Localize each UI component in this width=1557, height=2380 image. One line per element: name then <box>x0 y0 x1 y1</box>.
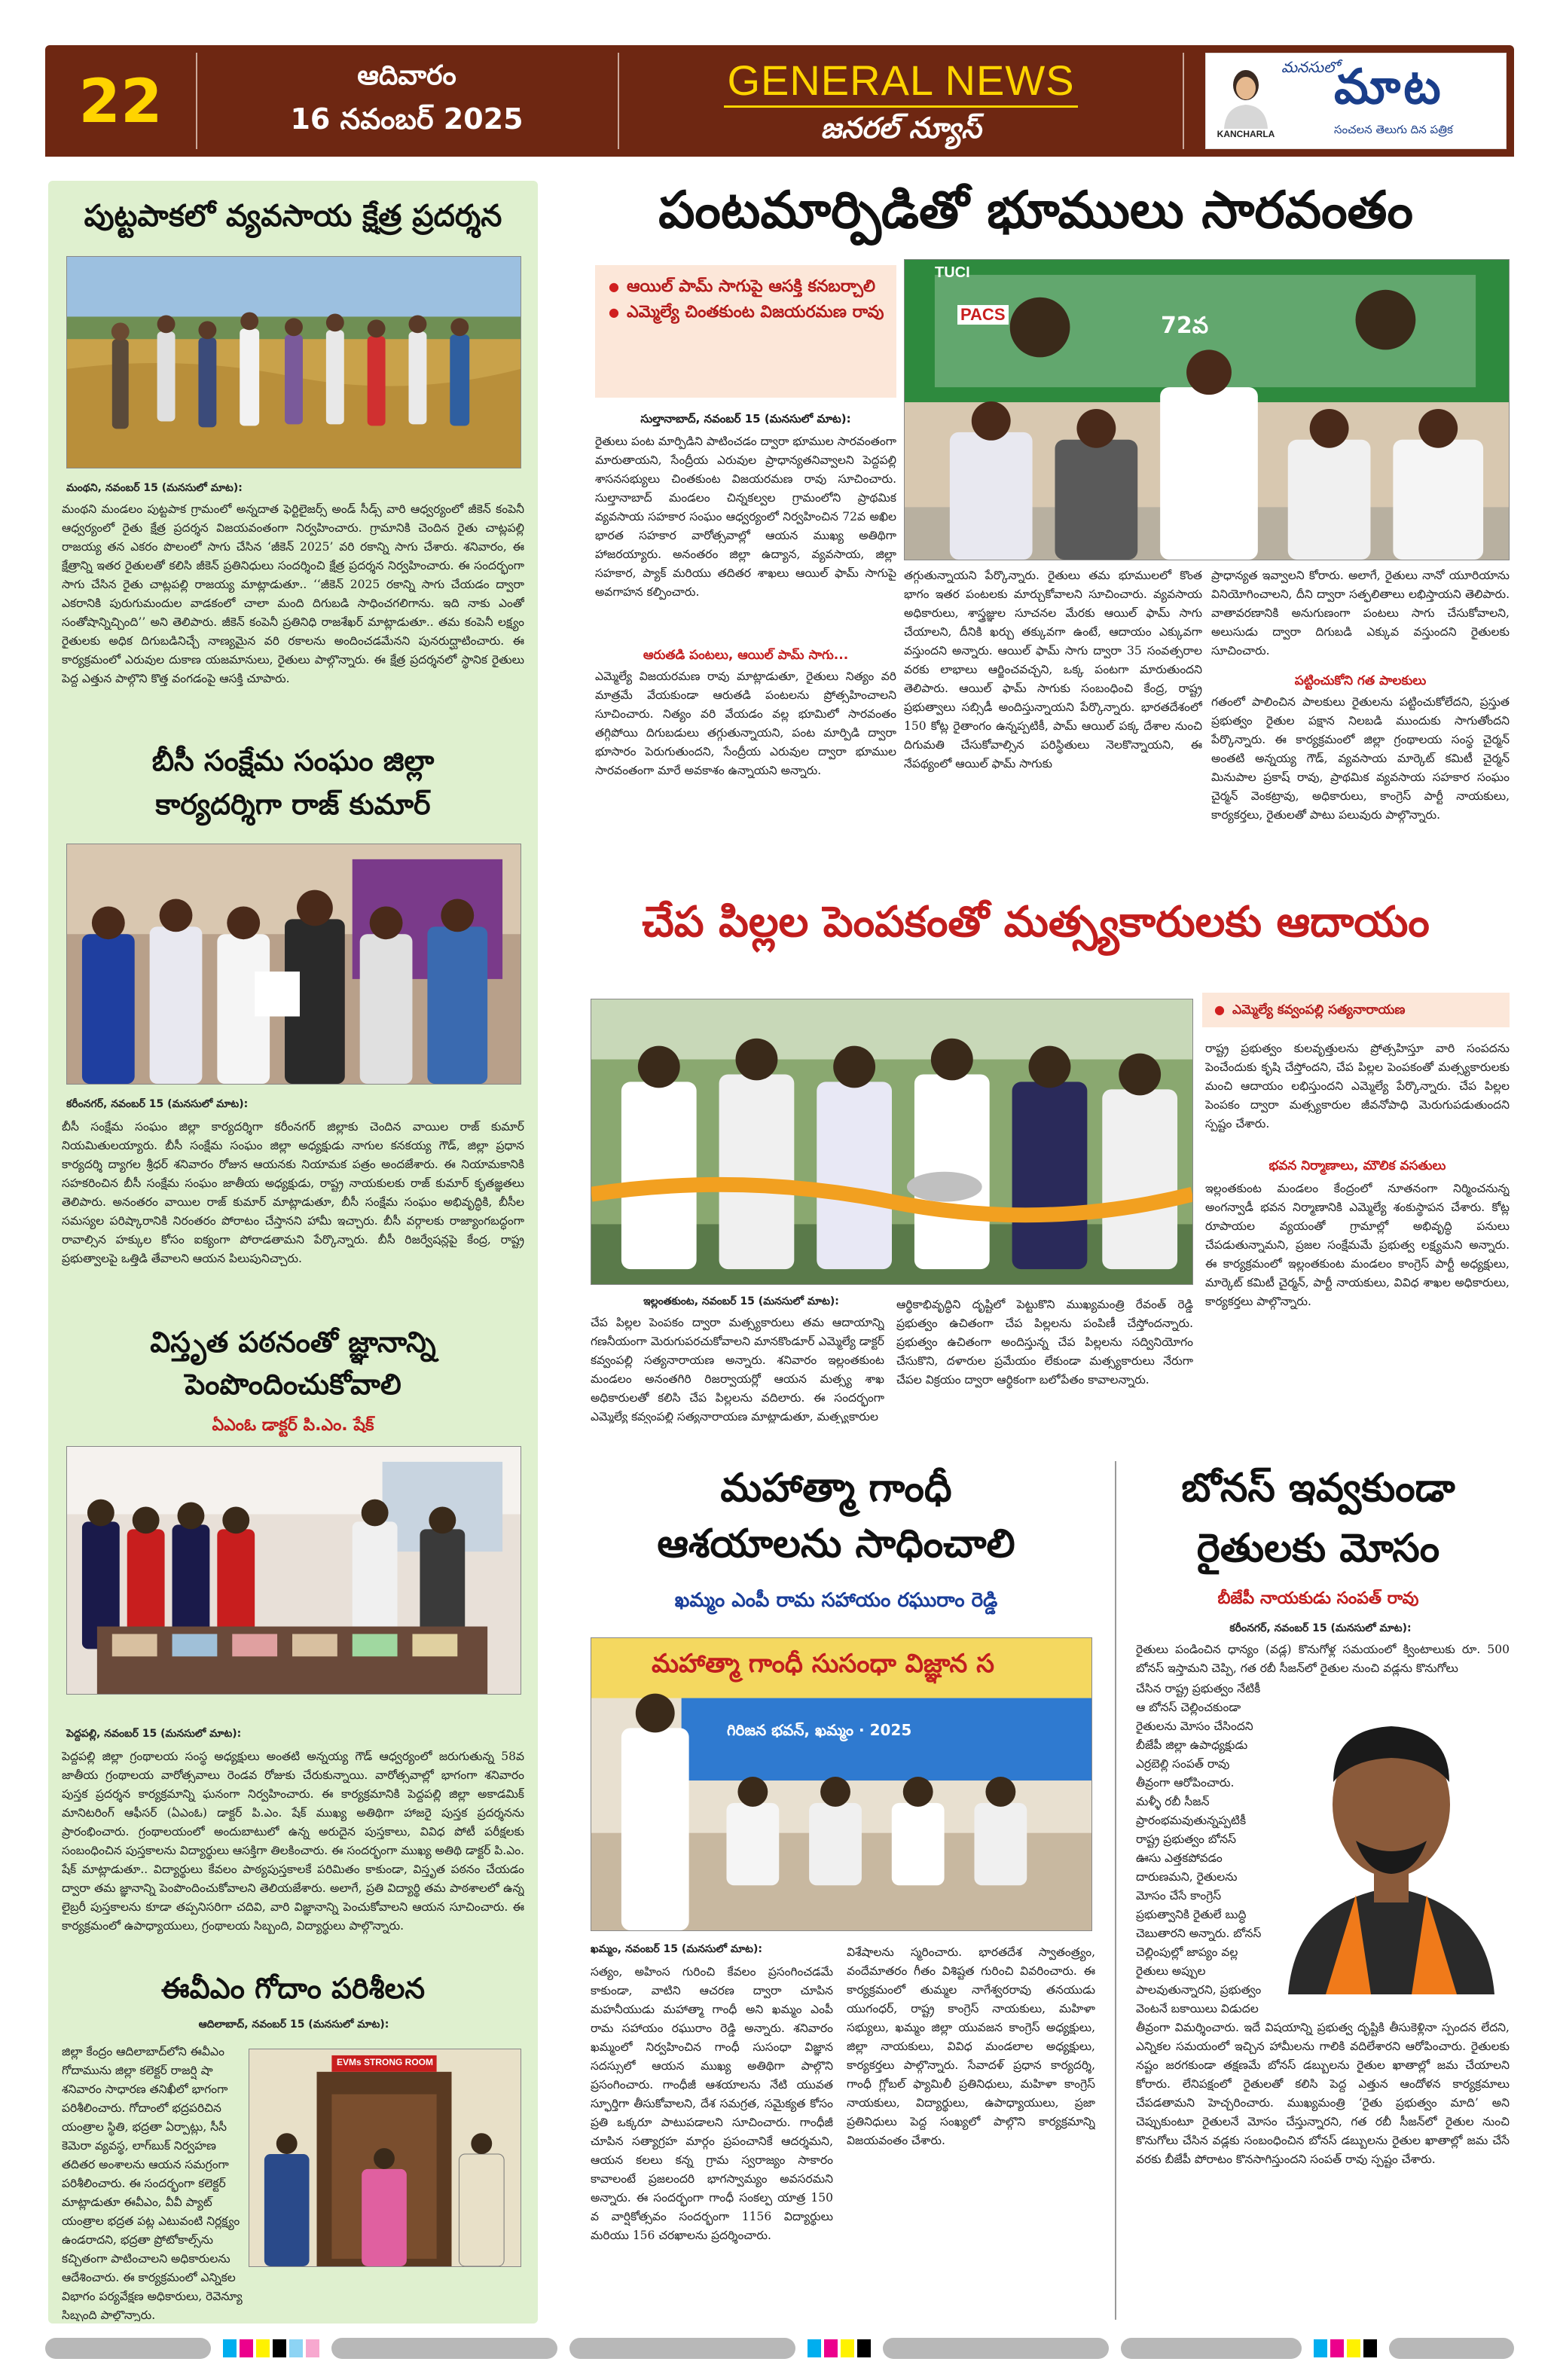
fish-bullet: ● ఎమ్మెల్యే కవ్వంపల్లి సత్యనారాయణ <box>1207 997 1505 1023</box>
s2-appointment-photo <box>66 844 521 1085</box>
lead-col1b: ఎమ్మెల్యే విజయరమణ రావు మాట్లాడుతూ, రైతులు నిత్యం వరి మాత్రమే వేయకుండా ఆరుతడి పంటలను ప్రోత్సహించాలని సూచించారు. నిత్యం వరి వేయడం వల్ల భూమిలో సారవంతం తగ్గిపోయి దిగుబడులు తగ్గుతున్నాయని, పంట మార్పిడి ద్వారా భూసారం పెరుగుతుందని, సేంద్రీయ ఎరువుల ద్వారా భూముల సారవంతంగా మారే అవకాశం ఉన్నాయని అన్నారు. <box>595 670 896 777</box>
s3-headline-2: పెంపొందించుకోవాలి <box>185 1368 401 1401</box>
fish-bullet-box <box>1202 993 1510 1027</box>
lead-caption: సుల్తానాబాద్, నవంబర్ 15 (మనసులో మాట): <box>640 412 851 426</box>
s3-caption: పెద్దపల్లి, నవంబర్ 15 (మనసులో మాట): <box>66 1728 242 1740</box>
s3-subhead: ఏఎంఓ డాక్టర్ పి.ఎం. షేక్ <box>212 1416 374 1435</box>
s3-book-exhibition-photo <box>66 1446 521 1695</box>
newspaper-logo <box>1205 53 1507 149</box>
bonus-body-left: చేసిన రాష్ట్ర ప్రభుత్వం నేటికీ ఆ బోనస్ చెల్లించకుండా రైతులను మోసం చేసిందని బీజేపీ జిల్లా ఉపాధ్యక్షుడు ఎర్రబెల్లి సంపత్ రావు తీవ్రంగా ఆరోపించారు. మళ్ళీ రబీ సీజన్ ప్రారంభమవుతున్నప్పటికీ రాష్ట్ర ప్రభుత్వం బోనస్ ఊసు ఎత్తకపోవడం దారుణమని, రైతులను మోసం చేసే కాంగ్రెస్ ప్రభుత్వానికి రైతులే బుద్ధి చెబుతారని అన్నారు. బోనస్ చెల్లింపుల్లో జాప్యం వల్ల రైతులు అప్పుల పాలవుతున్నారని, ప్రభుత్వం వెంటనే బకాయిలు విడుదల <box>1136 1682 1262 2015</box>
s4-evm-room-photo <box>249 2049 521 2267</box>
logo-portrait <box>1218 64 1274 129</box>
s4-caption: ఆదిలాబాద్, నవంబర్ 15 (మనసులో మాట): <box>198 2018 389 2031</box>
date-text: 16 నవంబర్ 2025 <box>290 102 524 136</box>
masthead <box>45 45 1514 157</box>
fish-right-body: ఇల్లంతకుంట మండలం కేంద్రంలో నూతనంగా నిర్మించనున్న అంగన్వాడీ భవన నిర్మాణానికి ఎమ్మెల్యే శంకుస్థాపన చేశారు. కోట్ల రూపాయల వ్యయంతో గ్రామాల్లో అభివృద్ధి పనులు చేపడుతున్నామని, ప్రజల సంక్షేమమే ప్రభుత్వ లక్ష్యమని అన్నారు. ఈ కార్యక్రమంలో ఇల్లంతకుంట మండలం కాంగ్రెస్ పార్టీ అధ్యక్షులు, మార్కెట్ కమిటీ చైర్మన్, పార్టీ నాయకులు, వివిధ శాఖల అధికారులు, కార్యకర్తలు పాల్గొన్నారు. <box>1205 1182 1510 1308</box>
s2-body: బీసీ సంక్షేమ సంఘం జిల్లా కార్యదర్శిగా కరీంనగర్ జిల్లాకు చెందిన వాయిల రాజ్ కుమార్ నియమితులయ్యారు. బీసీ సంక్షేమ సంఘం జిల్లా అధ్యక్షుడు నాగుల కనకయ్య గౌడ్, జిల్లా ప్రధాన కార్యదర్శి ద్యాగల శ్రీధర్ శనివారం రోజున ఆయనకు నియామక పత్రం అందజేశారు. ఈ నియామకానికి సహకరించిన బీసీ సంక్షేమ సంఘం జాతీయ అధ్యక్షుడు, రాష్ట్ర నాయకులకు రాజ్ కుమార్ కృతజ్ఞతలు తెలిపారు. అనంతరం వాయిల రాజ్ కుమార్ మాట్లాడుతూ, బీసీ సంక్షేమ సంఘం అభివృద్ధికి, బీసీల సమస్యల పరిష్కారానికి నిరంతరం పోరాటం చేస్తానని హామీ ఇచ్చారు. బీసీ వర్గాలకు రాజ్యాంగబద్ధంగా రావాల్సిన హక్కుల కోసం ఐక్యంగా పోరాడతామని పేర్కొన్నారు. బీసీ రిజర్వేషన్లపై కేంద్ర, రాష్ట్ర ప్రభుత్వాలపై ఒత్తిడి తేవాలని ఆయన పిలుపునిచ్చారు. <box>62 1120 524 1265</box>
s2-caption: కరీంనగర్, నవంబర్ 15 (మనసులో మాట): <box>66 1098 249 1110</box>
gandhi-subhead: ఖమ్మం ఎంపీ రామ సహాయం రఘురాం రెడ్డి <box>674 1589 998 1612</box>
evm-sign-text: EVMs STRONG ROOM <box>336 2057 433 2067</box>
banner-word-2: PACS <box>957 305 1009 325</box>
day-text: ఆదివారం <box>357 60 456 91</box>
lead-subhead-1: ఆరుతడి పంటలు, ఆయిల్ పామ్ సాగు... <box>643 648 849 663</box>
bonus-body-bottom: తీవ్రంగా విమర్శించారు. ఇదే విషయాన్ని ప్రభుత్వ దృష్టికి తీసుకెళ్లినా స్పందన లేదని, ఎన్నికల సమయంలో ఇచ్చిన హామీలను గాలికి వదిలేశారని ఆరోపించారు. రైతులకు నష్టం జరగకుండా తక్షణమే బోనస్ డబ్బులను రైతుల ఖాతాల్లో జమ చేయాలని కోరారు. లేనిపక్షంలో రైతులతో కలిసి పెద్ద ఎత్తున ఆందోళన కార్యక్రమాలు చేపడతామని హెచ్చరించారు. ముఖ్యమంత్రి ‘రైతు ప్రభుత్వం మాది’ అని చెప్పుకుంటూ రైతులనే మోసం చేస్తున్నారని, గత రబీ సీజన్‌లో రైతుల నుంచి కొనుగోలు చేసిన వడ్లకు సంబంధించిన బోనస్ డబ్బులను రైతుల ఖాతాల్లో జమ చేసే వరకు బీజేపీ పోరాటం కొనసాగిస్తుందని సంపత్ రావు స్పష్టం చేశారు. <box>1136 2021 1510 2166</box>
s2-headline-2: కార్యదర్శిగా రాజ్ కుమార్ <box>155 788 431 821</box>
section-block <box>622 56 1180 146</box>
lead-col1: రైతులు పంట మార్పిడిని పాటించడం ద్వారా భూముల సారవంతంగా మారుతాయని, సేంద్రీయ ఎరువుల ప్రాధాన్యతనివ్వాలని పెద్దపల్లి శాసనసభ్యులు చింతకుంట విజయరమణ రావు సూచించారు. సుల్తానాబాద్ మండలం చిన్నకల్వల గ్రామంలోని ప్రాథమిక వ్యవసాయ సహకార సంఘం ఆధ్వర్యంలో నిర్వహించిన 72వ అఖిల భారత సహకార వారోత్సవాల్లో ఆయన ముఖ్య అతిథిగా హాజరయ్యారు. అనంతరం జిల్లా ఉద్యాన, వ్యవసాయ, జిల్లా సహకార, ప్యాక్ మరియు తదితర శాఖలు ఆయిల్ ఫామ్ సాగుపై అవగాహన కల్పించారు. <box>595 435 896 599</box>
bonus-headline-1: బోనస్ ఇవ్వకుండా <box>1181 1466 1455 1511</box>
fish-subhead: భవన నిర్మాణాలు, మౌలిక వసతులు <box>1268 1158 1446 1173</box>
logo-big-text: మాట <box>1334 60 1444 115</box>
gandhi-col2: విశేషాలను స్మరించారు. భారతదేశ స్వాతంత్ర్యం, వందేమాతరం గీతం విశిష్టత గురించి వివరించారు. ఈ కార్యక్రమంలో తుమ్మల నాగేశ్వరరావు తనయుడు యుగంధర్, రాష్ట్ర కాంగ్రెస్ నాయకులు, మహిళా సభ్యులు, ఖమ్మం జిల్లా యువజన కాంగ్రెస్ అధ్యక్షులు, జిల్లా నాయకులు, వివిధ మండలాల అధ్యక్షులు, కార్యకర్తలు పాల్గొన్నారు. సేవాదళ్ ప్రధాన కార్యదర్శి, గాంధీ గ్లోబల్ ఫ్యామిలీ ప్రతినిధులు, మహిళా కాంగ్రెస్ నాయకులు, విద్యార్థులు, ఉపాధ్యాయులు, ప్రజా ప్రతినిధులు పెద్ద సంఖ్యలో పాల్గొని కార్యక్రమాన్ని విజయవంతం చేశారు. <box>847 1945 1095 2147</box>
gandhi-banner-text: మహాత్మా గాంధీ సుసంధా విజ్ఞాన స <box>652 1649 994 1679</box>
gandhi-col1: సత్యం, అహింస గురించి కేవలం ప్రసంగించడమే కాకుండా, వాటిని ఆచరణ ద్వారా చూపిన మహనీయుడు మహాత్మా గాంధీ అని ఖమ్మం ఎంపీ రామ సహాయం రఘురాం రెడ్డి అన్నారు. శనివారం ఖమ్మంలో నిర్వహించిన గాంధీ సుసంధా విజ్ఞాన సదస్సులో ఆయన ముఖ్య అతిథిగా పాల్గొని ప్రసంగించారు. గాంధీజీ ఆశయాలను నేటి యువత స్ఫూర్తిగా తీసుకోవాలని, దేశ సమగ్రత, సమైక్యత కోసం ప్రతి ఒక్కరూ పాటుపడాలని సూచించారు. గాంధీజీ చూపిన సత్యాగ్రహ మార్గం ప్రపంచానికే ఆదర్శమని, ఆయన కలలు కన్న గ్రామ స్వరాజ్యం సాకారం కావాలంటే ప్రజలందరి భాగస్వామ్యం అవసరమని అన్నారు. ఈ సందర్భంగా గాంధీ సంకల్ప యాత్ర 150 వ వార్షికోత్సవం సందర్భంగా 1156 విద్యార్థులు మరియు 156 చరఖాలను ప్రదర్శించారు. <box>591 1965 833 2242</box>
s4-body: జిల్లా కేంద్రం ఆదిలాబాద్‌లోని ఈవీఎం గోదామును జిల్లా కలెక్టర్ రాజర్షి షా శనివారం సాధారణ తనిఖీలో భాగంగా పరిశీలించారు. గోదాంలో భద్రపరిచిన యంత్రాల స్థితి, భద్రతా ఏర్పాట్లు, సీసీ కెమెరా వ్యవస్థ, లాగ్‌బుక్ నిర్వహణ తదితర అంశాలను ఆయన సమగ్రంగా పరిశీలించారు. ఈ సందర్భంగా కలెక్టర్ మాట్లాడుతూ ఈవీఎం, వీవీ ప్యాట్ యంత్రాల భద్రత పట్ల ఎటువంటి నిర్లక్ష్యం ఉండరాదని, భద్రతా ప్రోటోకాల్స్‌ను కచ్చితంగా పాటించాలని అధికారులను ఆదేశించారు. ఈ కార్యక్రమంలో ఎన్నికల విభాగం పర్యవేక్షణ అధికారులు, రెవెన్యూ సిబ్బంది పాల్గొన్నారు. <box>62 2045 243 2321</box>
fish-col-b: ఆర్థికాభివృద్ధిని దృష్టిలో పెట్టుకొని ముఖ్యమంత్రి రేవంత్ రెడ్డి ప్రభుత్వం ఉచితంగా చేప పిల్లలను పంపిణీ చేస్తోందన్నారు. ప్రభుత్వం ఉచితంగా అందిస్తున్న చేప పిల్లలను సద్వినియోగం చేసుకొని, దళారుల ప్రమేయం లేకుండా మత్స్యకారులు నేరుగా చేపల విక్రయం ద్వారా ఆర్థికంగా బలోపేతం కావాలన్నారు. <box>896 1298 1193 1387</box>
lead-event-photo <box>904 259 1510 560</box>
page-number-text: 22 <box>78 66 163 136</box>
gandhi-caption: ఖమ్మం, నవంబర్ 15 (మనసులో మాట): <box>591 1943 762 1955</box>
s3-body: పెద్దపల్లి జిల్లా గ్రంథాలయ సంస్థ అధ్యక్షులు అంతటి అన్నయ్య గౌడ్ ఆధ్వర్యంలో జరుగుతున్న 58వ జాతీయ గ్రంథాలయ వారోత్సవాలు రెండవ రోజుకు చేరుకున్నాయి. వారోత్సవాల్లో భాగంగా శనివారం పుస్తక ప్రదర్శన కార్యక్రమాన్ని ఘనంగా నిర్వహించారు. ఈ కార్యక్రమానికి పెద్దపల్లి జిల్లా అకాడమిక్ మానిటరింగ్ ఆఫీసర్ (ఏఎంఓ) డాక్టర్ పి.ఎం. షేక్ ముఖ్య అతిథిగా హాజరై పుస్తక ప్రదర్శనను ప్రారంభించారు. గ్రంథాలయంలో అందుబాటులో ఉన్న అరుదైన పుస్తకాలు, వివిధ పోటీ పరీక్షలకు సంబంధించిన పుస్తకాలను విద్యార్థులు ఆసక్తిగా తిలకించారు. ఈ సందర్భంగా ముఖ్య అతిథి డాక్టర్ పి.ఎం. షేక్ మాట్లాడుతూ.. విద్యార్థులు కేవలం పాఠ్యపుస్తకాలకే పరిమితం కాకుండా, విస్తృత పఠనం చేయడం ద్వారా తమ జ్ఞానాన్ని పెంపొందించుకోవాలని తెలియజేశారు. అలాగే, ప్రతి విద్యార్థి తమ పాఠశాలలో ఉన్న లైబ్రరీ పుస్తకాలను కూడా తప్పనిసరిగా చదివి, వారి విజ్ఞానాన్ని పెంచుకోవాలని ఆయన సూచించారు. ఈ కార్యక్రమంలో ఉపాధ్యాయులు, గ్రంథాలయ సిబ్బంది, విద్యార్థులు పాల్గొన్నారు. <box>62 1750 524 1933</box>
s1-headline: పుట్టపాకలో వ్యవసాయ క్షేత్ర ప్రదర్శన <box>84 199 502 233</box>
fish-headline: చేప పిల్లల పెంపకంతో మత్స్యకారులకు ఆదాయం <box>642 898 1430 947</box>
fish-caption: ఇల్లంతకుంట, నవంబర్ 15 (మనసులో మాట): <box>643 1295 839 1307</box>
logo-brand: KANCHARLA <box>1217 129 1275 139</box>
s2-headline-1: బీసీ సంక్షేమ సంఘం జిల్లా <box>151 744 435 777</box>
lead-col3: ప్రాధాన్యత ఇవ్వాలని కోరారు. అలాగే, రైతులు నానో యూరియాను వినియోగించాలని, దీని ద్వారా సత్ఫలితాలు లభిస్తాయని తెలిపారు. వాతావరణానికి అనుగుణంగా పంటలు సాగు చేసుకోవాలని, అలుసుడు ద్వారా దిగుబడి ఎక్కువ వస్తుందని రైతులకు సూచించారు. <box>1211 569 1510 658</box>
lead-bullet-1: ● ఆయిల్ పామ్ సాగుపై ఆసక్తి కనబర్చాలి <box>601 274 890 300</box>
lead-subhead-2: పట్టించుకోని గత పాలకులు <box>1294 673 1427 688</box>
s4-headline: ఈవీఎం గోదాం పరిశీలన <box>160 1972 426 2005</box>
lead-bullets <box>595 265 896 398</box>
logo-tagline: సంచలన తెలుగు దిన పత్రిక <box>1334 123 1453 136</box>
lead-bullet-2: ● ఎమ్మెల్యే చింతకుంట విజయరమణ రావు <box>601 300 890 325</box>
bonus-body-top: రైతులు పండించిన ధాన్యం (వడ్ల) కొనుగోళ్ల సమయంలో క్వింటాలుకు రూ. 500 బోనస్ ఇస్తామని చెప్పి, గత రబీ సీజన్‌లో రైతుల నుంచి వడ్లను కొనుగోలు <box>1136 1643 1510 1675</box>
bonus-caption: కరీంనగర్, నవంబర్ 15 (మనసులో మాట): <box>1229 1622 1412 1634</box>
section-title-en: GENERAL NEWS <box>727 56 1075 104</box>
bonus-headline-2: రైతులకు మోసం <box>1196 1526 1440 1571</box>
bonus-subhead: బీజేపీ నాయకుడు సంపత్ రావు <box>1217 1589 1419 1608</box>
banner-word-3: 72వ <box>1161 313 1209 339</box>
gandhi-headline-1: మహాత్మా గాంధీ <box>720 1466 952 1511</box>
section-title-te: జనరల్ న్యూస్ <box>820 111 982 145</box>
fish-release-photo <box>591 999 1193 1285</box>
lead-headline: పంటమార్పిడితో భూములు సారవంతం <box>658 181 1413 240</box>
page-number <box>45 45 196 157</box>
logo-small-text: మనసులో <box>1281 58 1339 76</box>
bonus-portrait-photo <box>1273 1684 1510 1994</box>
banner-word-1: TUCI <box>935 264 970 281</box>
gandhi-headline-2: ఆశయాలను సాధించాలి <box>657 1521 1015 1567</box>
gandhi-event-photo <box>591 1637 1092 1931</box>
section-divider <box>1115 1461 1116 2320</box>
gandhi-stage-text: గిరిజన భవన్, ఖమ్మం · 2025 <box>727 1721 912 1739</box>
s1-body: మంథని మండలం పుట్టపాక గ్రామంలో అన్నదాత ఫెర్టిలైజర్స్ అండ్ సీడ్స్ వారి ఆధ్వర్యంలో జీకెన్ కంపెనీ ఆధ్వర్యంలో రైతు క్షేత్ర ప్రదర్శన విజయవంతంగా నిర్వహించారు. గ్రామానికి చెందిన రైతు చాట్లపల్లి రాజయ్య తన ఎకరం పొలంలో సాగు చేసిన ‘జీకెన్ 2025’ వరి రకాన్ని సాగు చేశారు. శనివారం, ఈ క్షేత్రాన్ని ఇతర రైతులతో కలిసి జీకెన్ ప్రతినిధులు సందర్శించి క్షేత్ర ప్రదర్శన నిర్వహించారు. ఈ సందర్భంగా సాగు చేసిన రైతు చాట్లపల్లి రాజయ్య మాట్లాడుతూ.. ‘‘జీకెన్ 2025 రకాన్ని సాగు చేయడం ద్వారా ఎకరానికి పురుగుమందుల వాడకంలో చాలా మంది దిగుబడి సాధించగలిగాను. ఇది నాకు ఎంతో సంతోషాన్నిచ్చింది’’ అని తెలిపారు. జీకెన్ కంపెనీ ప్రతినిధి రాజశేఖర్ మాట్లాడుతూ.. తమ కంపెనీ లక్ష్యం రైతులకు అధిక దిగుబడినిచ్చే నాణ్యమైన వరి రకాలను అందించడమేనని పునరుద్ఘాటించారు. ఈ కార్యక్రమంలో ఎరువుల దుకాణ యజమానులు, రైతులు పాల్గొన్నారు. ఈ క్షేత్ర ప్రదర్శనలో స్థానిక రైతులు పెద్ద ఎత్తున పాల్గొని కొత్త వంగడంపై ఆసక్తి చూపారు. <box>62 502 524 685</box>
s1-field-photo <box>66 256 521 468</box>
s1-caption: మంథని, నవంబర్ 15 (మనసులో మాట): <box>66 482 243 494</box>
fish-intro: రాష్ట్ర ప్రభుత్వం కులవృత్తులను ప్రోత్సహిస్తూ వారి సంపదను పెంచేందుకు కృషి చేస్తోందని, చేప పిల్లల పెంపకంతో మత్స్యకారులకు మంచి ఆదాయం లభిస్తుందని ఎమ్మెల్యే పేర్కొన్నారు. చేప పిల్లల పెంపకం ద్వారా మత్స్యకారుల జీవనోపాధి మెరుగుపడుతుందని స్పష్టం చేశారు. <box>1205 1042 1510 1130</box>
s3-headline-1: విస్తృత పఠనంతో జ్ఞానాన్ని <box>150 1326 436 1359</box>
lead-col3b: గతంలో పాలించిన పాలకులు రైతులను పట్టించుకోలేదని, ప్రస్తుత ప్రభుత్వం రైతుల పక్షాన నిలబడి ముందుకు సాగుతోందని పేర్కొన్నారు. ఈ కార్యక్రమంలో జిల్లా గ్రంథాలయ సంస్థ చైర్మన్ అంతటి అన్నయ్య గౌడ్, వ్యవసాయ మార్కెట్ కమిటీ చైర్మన్ మినుపాల ప్రకాష్ రావు, ప్రాథమిక వ్యవసాయ సహకార సంఘం చైర్మన్ వెంకట్రావు, అధికారులు, కాంగ్రెస్ పార్టీ నాయకులు, కార్యకర్తలు, రైతులతో పాటు పలువురు పాల్గొన్నారు. <box>1211 695 1510 822</box>
fish-col-a: చేప పిల్లల పెంపకం ద్వారా మత్స్యకారులు తమ ఆదాయాన్ని గణనీయంగా మెరుగుపరచుకోవాలని మానకొండూర్ ఎమ్మెల్యే డాక్టర్ కవ్వంపల్లి సత్యనారాయణ అన్నారు. శనివారం ఇల్లంతకుంట మండలం అనంతగిరి రిజర్వాయర్లో ఆయన మత్స్య శాఖ అధికారులతో కలిసి చేప పిల్లలను వదిలారు. ఈ సందర్భంగా ఎమ్మెల్యే కవ్వంపల్లి సత్యనారాయణ మాట్లాడుతూ, మత్స్యకారుల <box>591 1316 884 1423</box>
registration-bar <box>45 2333 1514 2363</box>
dateline-block <box>200 56 613 146</box>
lead-col2: తగ్గుతున్నాయని పేర్కొన్నారు. రైతులు తమ భూములలో కొంత భాగం ఇతర పంటలకు మార్చుకోవాలని సూచించారు. వ్యవసాయ అధికారులు, శాస్త్రజ్ఞుల సూచనల మేరకు ఆయిల్ ఫామ్ సాగు చేయాలని, దీనికి ఖర్చు తక్కువగా ఉంటే, ఆదాయం ఎక్కువగా వస్తుందని అన్నారు. ఆయిల్ ఫామ్ సాగు ద్వారా 35 సంవత్సరాల వరకు లాభాలు ఆర్జించవచ్చని, ఒక్క పంటగా మారుతుందని తెలిపారు. ఆయిల్ ఫామ్ సాగుకు సంబంధించి కేంద్ర, రాష్ట్ర ప్రభుత్వాలు సబ్సిడీ అందిస్తున్నాయని పేర్కొన్నారు. భారతదేశంలో 150 కోట్ల రైతాంగం ఉన్నప్పటికీ, పామ్ ఆయిల్ పక్క దేశాల నుంచి దిగుమతి చేసుకోవాల్సిన పరిస్థితులు నెలకొన్నాయని, ఈ నేపథ్యంలో ఆయిల్ ఫామ్ సాగుకు <box>904 569 1202 770</box>
